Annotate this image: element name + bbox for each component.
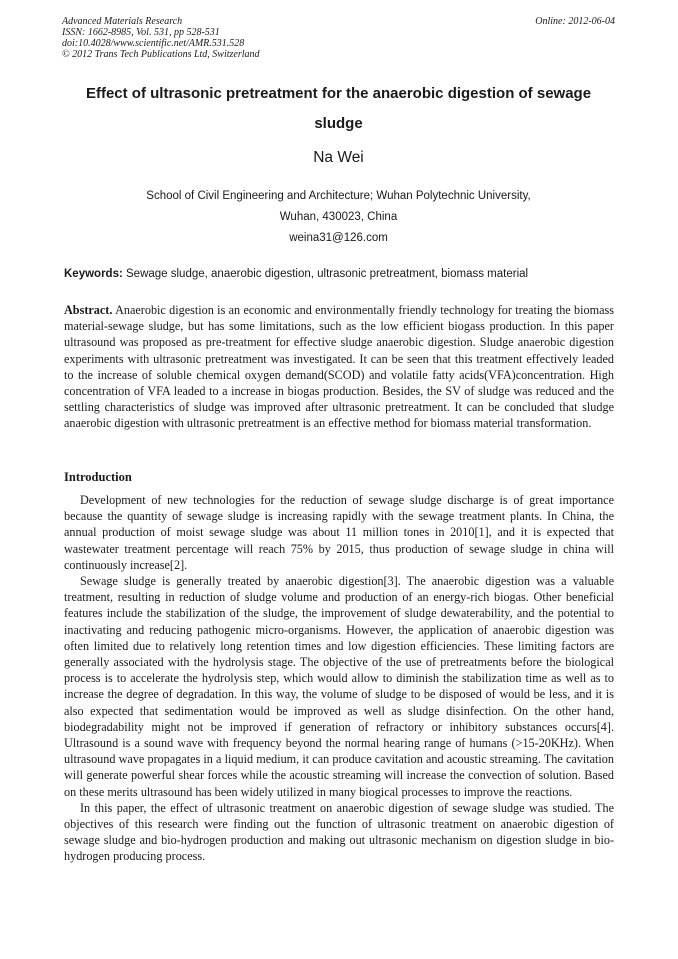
- issn-line: ISSN: 1662-8985, Vol. 531, pp 528-531: [62, 27, 220, 38]
- affiliation: [62, 186, 615, 249]
- intro-paragraph: Sewage sludge is generally treated by anaerobic digestion[3]. The anaerobic digestion was a valuable treatment, resulting in reduction of sludge volume and production of an energy-rich biogas. Other beneficial features include the stabilization of the sludge, the improvement of sludge dewaterability, and the potential to inactivating and reducing pathogenic micro-organisms. However, the application of anaerobic digestion was often limited due to relatively long retention times and low digestion efficiencies. These limiting factors are generally associated with the hydrolysis stage. The objective of the use of pretreatments before the biological process is to accelerate the hydrolysis step, which would allow to diminish the stabilization time as well as to increase the degree of degradation. In this way, the volume of sludge to be disposed of would be less, and it is also expected that sedimentation would be improved as well as sludge disinfection. On the other hand, biodegradability might not be improved if generation of refractory or inhibitory substances occurs[4]. Ultrasound is a sound wave with frequency beyond the normal hearing range of humans (>15-20KHz). When ultrasound wave propagates in a liquid medium, it can produce cavitation and acoustic streaming. The cavitation will generate powerful shear forces while the acoustic streaming will increase the convection of solution. Based on these merits ultrasound has been widely utilized in many biogical processes to improve the reactions.: [64, 574, 614, 799]
- affiliation-line-1: School of Civil Engineering and Architecture; Wuhan Polytechnic University,: [146, 190, 531, 202]
- intro-paragraph: Development of new technologies for the reduction of sewage sludge discharge is of great importance because the quantity of sewage sludge is increasing rapidly with the sewage treatment plants. In China, the annual production of moist sewage sludge was about 11 million tones in 2010[1], and it is expected that wastewater treatment percentage will reach 75% by 2015, thus production of sewage sludge in china will continuously increase[2].: [64, 493, 614, 572]
- abstract-text: Anaerobic digestion is an economic and environmentally friendly technology for treating the biomass material-sewage sludge, but has some limitations, such as the low efficient biogass production. In this paper ultrasound was proposed as pre-treatment for effective sludge anaerobic digestion. Sludge anaerobic digestion experiments with ultrasonic pretreatment was investigated. It can be seen that this treatment effectively leaded to the increase of soluble chemical oxygen demand(SCOD) and volatile fatty acids(VFA)concentration. High concentration of VFA leaded to a increase in biogas production. Besides, the SV of sludge was reduced and the settling characteristics of sludge was improved after ultrasonic pretreatment. It can be concluded that sludge anaerobic digestion with ultrasonic pretreatment is an effective method for biomass material transformation.: [64, 303, 614, 431]
- keywords-text: Sewage sludge, anaerobic digestion, ultrasonic pretreatment, biomass material: [126, 268, 529, 280]
- doi-line: doi:10.4028/www.scientific.net/AMR.531.528: [62, 38, 245, 49]
- abstract-label: Abstract.: [64, 303, 113, 317]
- journal-info: [62, 16, 615, 60]
- paper-title: Effect of ultrasonic pretreatment for the anaerobic digestion of sewage sludge: [85, 85, 592, 132]
- affiliation-line-2: Wuhan, 430023, China: [279, 211, 398, 223]
- journal-name: Advanced Materials Research: [62, 16, 183, 27]
- abstract: [64, 302, 614, 432]
- introduction-body: [64, 492, 614, 865]
- author-name: Na Wei: [313, 149, 364, 166]
- journal-header: [62, 16, 615, 60]
- keywords-label: Keywords:: [64, 268, 123, 280]
- keywords: [64, 265, 615, 283]
- online-date: Online: 2012-06-04: [535, 16, 615, 27]
- intro-paragraph: In this paper, the effect of ultrasonic treatment on anaerobic digestion of sewage sludge was studied. The objectives of this research were finding out the function of ultrasonic treatment on anaerobic digestion of sewage sludge and bio-hydrogen production and making out ultrasonic mechanism on digestion sludge in bio-hydrogen producing process.: [64, 800, 614, 864]
- copyright-line: © 2012 Trans Tech Publications Ltd, Switzerland: [62, 49, 260, 60]
- author-email: weina31@126.com: [289, 232, 388, 244]
- introduction-heading: Introduction: [64, 470, 132, 484]
